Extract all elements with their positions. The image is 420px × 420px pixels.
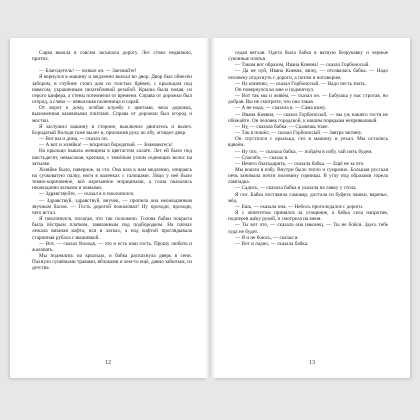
paragraph: На крыльцо вышла женщина в цветастом халате. Лет ей было под шестьдесят, невысокая, крепкая, с тяжёлым узлом седеющих волос на затылке. bbox=[32, 148, 192, 167]
paragraph: — Так я пошёл, — сказал Горбоносый. — Завтра загляну. bbox=[235, 130, 363, 137]
paragraph: Сарва вышла и совсем засыпала дорогу. Лес стоял недвижно, притих. bbox=[32, 50, 192, 63]
right-page bbox=[214, 38, 410, 378]
left-page-text bbox=[32, 50, 192, 271]
paragraph: — Ивана Киевна, — сказал Горбоносый, — вы уж нашего гостя не обижайте. Он человек городской, к нашим порядкам непривычный. bbox=[228, 111, 388, 124]
paragraph: Мы вошли в избу. Внутри было тепло и сумрачно. Большая русская печь занимала почти половину горницы. В углу под образами горела лампадка. bbox=[228, 166, 388, 186]
paragraph: — Да не чуй, Ивана Киевна, вижу, — отозвалась бабка. — Надо человеку отдохнуть с дороги, а потом и поговорим. bbox=[228, 68, 388, 81]
paragraph: — Вот, — сказал Володя, — это и есть наш гость. Прошу любить и жаловать. bbox=[32, 240, 192, 253]
paragraph: Мы поднялись на крыльцо, и бабка распахнула дверь в сени. Пахнуло сушёными травами, яблоками и чем-то ещё, давно забытым, из детства. bbox=[32, 253, 193, 272]
paragraph: — Ну конечно, — сказал Горбоносый. — Надо честь знать. bbox=[235, 80, 367, 87]
paragraph: Я заглушил машину в стороне, выключил двигатель и вылез. Бородатый Володя тоже вылез и, приложив руку ко лбу, оглядел двор. bbox=[32, 123, 192, 136]
paragraph: — Ну что, — сказала бабка, — пойдём в избу, чай пить будем. bbox=[235, 148, 373, 155]
paragraph: — Вот вы и дома, — сказал он. bbox=[39, 136, 109, 143]
paragraph: — А не надо, — сказала я. — Сама вижу. bbox=[235, 105, 327, 112]
paragraph: — Вот и ладно, — сказала бабка. bbox=[235, 240, 309, 247]
paragraph: — Ешь, — сказала она. — Небось проголодался с дороги. bbox=[235, 203, 364, 210]
book-spine bbox=[206, 38, 214, 378]
paragraph: — Вот так мы и живём, — сказал он. — Бабушка у нас строгая, но добрая. Вы не смотрите, что она такая. bbox=[228, 93, 388, 106]
paragraph: — Я и не боюсь, — сказал я. bbox=[235, 234, 299, 241]
paragraph: — Нечего благодарить, — сказала бабка. — Ещё не за что. bbox=[235, 160, 365, 167]
right-page-text bbox=[228, 50, 388, 247]
paragraph: — Спасибо, — сказал я. bbox=[235, 154, 289, 161]
paragraph: — Садись, — сказала бабка и указала на лавку у стола. bbox=[235, 185, 357, 192]
left-page-number: 12 bbox=[105, 360, 111, 366]
paragraph: Он спустился с крыльца, сел в машину и уехал. Мы остались вдвоём. bbox=[228, 136, 388, 149]
paragraph: Хозяйке было, наверное, за сто. Она шла к нам медленно, опираясь на сучковатую палку, ноги в валенках с галошами. Лицо у неё было темно-коричневое, всё изрезанное морщинами, а глаза оказались неожиданно ясными и живыми. bbox=[32, 166, 192, 192]
left-page bbox=[10, 38, 206, 378]
paragraph: седая ветхая. Одета была бабка в ватную безрукавку и черные суконные платья. bbox=[228, 50, 388, 63]
paragraph: — Здравствуй, здравствуй, внучек, — пропела она неожиданным звучным басом. — Гость дорогой пожаловал! Ну проходи, проходи, чего встал. bbox=[32, 197, 192, 216]
paragraph: Я вернулся в машину и медленно въехал во двор. Двор был обнесён забором, в глубине стоял дом из толстых брёвен, с крыльцом под навесом, украшенным незатейливой резьбой. Крыша была новая, из серого шифера, а стены потемнели от времени. Справа от дорожки был огород, а слева — невысокая поленница и сарай. bbox=[32, 74, 192, 106]
paragraph: — Ты вот что, — сказала она наконец. — Ты не бойся. Здесь тебе худа не будет. bbox=[228, 222, 388, 235]
right-page-number: 13 bbox=[309, 360, 315, 366]
paragraph: Он повернулся ко мне и подмигнул. bbox=[235, 86, 315, 93]
paragraph: Я с аппетитом принялся за угощение, а бабка села напротив, подперев щёку рукой, и смотрела на меня. bbox=[228, 210, 388, 223]
paragraph: От ворот к дому, огибая клумбу с цветами, вела дорожка, выложенная каменными плитами. Справа от дорожки был огород и мостки. bbox=[32, 105, 192, 124]
paragraph: Я сел. Бабка поставила самовар, достала из буфета чашки, варенье, мёд. bbox=[228, 191, 388, 204]
paragraph: Я поклонился, полагая, что так положено. Голова бабки покрыта была пёстрым платком, завязанным под подбородком. На плечах лежала вязаная кофта, вся в латках, а под кофтой проглядывала старинная рубаха с вышивкой. bbox=[32, 216, 192, 241]
paragraph: — Благодетель! — позвал он. — Заезжайте! bbox=[39, 68, 137, 75]
paragraph: — А вот и хозяйка! — вскричал бородатый. — Знакомьтесь! bbox=[39, 142, 173, 149]
paragraph: — Таким вот образом, Ивана Киевна! — сказал Горбоносый. bbox=[235, 62, 370, 69]
paragraph: — Ну, — сказала бабка. — Скажешь тоже. bbox=[235, 123, 329, 130]
paragraph: — Здравствуйте, — сказал я и поклонился. bbox=[39, 191, 135, 198]
